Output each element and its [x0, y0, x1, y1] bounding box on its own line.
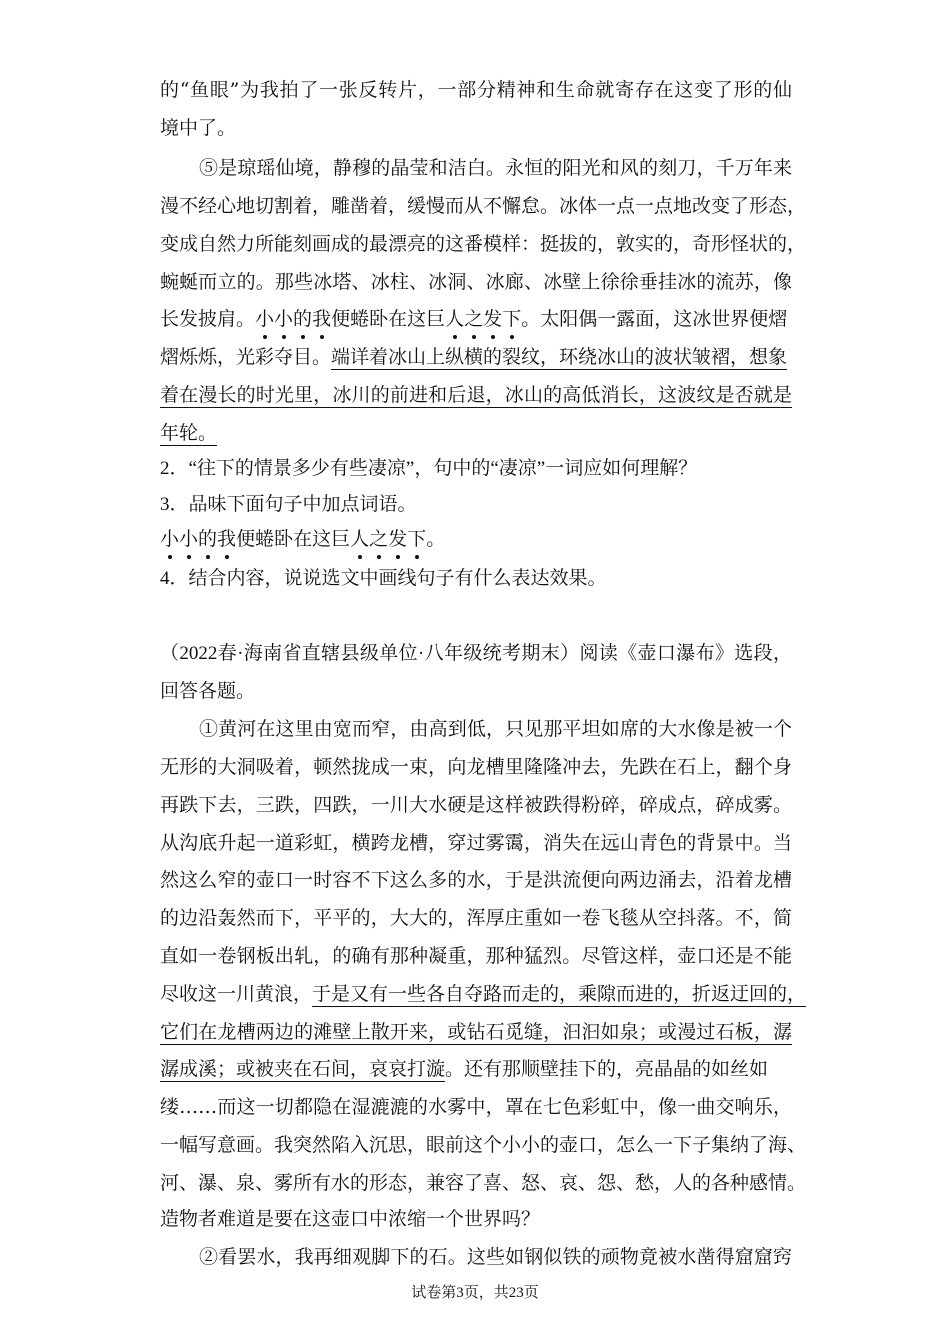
- passage1-line-7: [160, 307, 792, 331]
- emphasis-dot-character: 我: [217, 529, 237, 550]
- passage2-line-11: 缕……而这一切都隐在湿漉漉的水雾中，罩在七色彩虹中，像一曲交响乐，: [160, 1096, 792, 1118]
- character: 这: [407, 308, 427, 330]
- passage1-line-5: 变成自然力所能刻画成的最漂亮的这番模样：挺拔的，敦实的，奇形怪状的，: [160, 233, 807, 255]
- passage1-line-7-end: 。太阳偶一露面，这冰世界便熠: [521, 308, 788, 330]
- character: 在: [293, 529, 313, 550]
- emphasis-dot-character: 人: [350, 529, 370, 550]
- passage2-line-9: 它们在龙槽两边的滩壁上散开来，或钻石觅缝，汩汩如泉；或漫过石板，潺: [160, 1021, 792, 1043]
- emphasis-dot-character: 小: [274, 308, 294, 330]
- emphasis-dot-character: 下: [407, 529, 427, 550]
- emphasis-dot-character: 人: [445, 308, 465, 330]
- passage2-line-15: ②看罢水，我再细观脚下的石。这些如钢似铁的顽物竟被水凿得窟窟窍: [199, 1246, 792, 1268]
- passage2-line-10: [160, 1057, 792, 1081]
- emphasis-dot-character: 的: [198, 529, 218, 550]
- passage1-line-4: 漫不经心地切割着，雕凿着，缓慢而从不懈怠。冰体一点一点地改变了形态，: [160, 195, 807, 217]
- emphasis-dot-character: 小: [179, 529, 199, 550]
- character: 蜷: [255, 529, 275, 550]
- passage1-line-2: 境中了。: [160, 117, 237, 139]
- passage2-line-13: 河、瀑、泉、雾所有水的形态，兼容了喜、怒、哀、怨、愁，人的各种感情。: [160, 1172, 807, 1194]
- passage1-line-1: 的“鱼眼”为我拍了一张反转片，一部分精神和生命就寄存在这变了形的仙: [160, 79, 792, 101]
- passage2-line-12: 一幅写意画。我突然陷入沉思，眼前这个小小的壶口，怎么一下子集纳了海、: [160, 1134, 807, 1156]
- character: 在: [388, 308, 408, 330]
- passage2-line-10-end: 。还有那顺壁挂下的，亮晶晶的如丝如: [445, 1058, 769, 1080]
- character: 便: [331, 308, 351, 330]
- underlined-sentence-2-end: 潺成溪；或被夹在石间，哀哀打漩: [160, 1058, 446, 1080]
- passage1-line-3: ⑤是琼瑶仙境，静穆的晶莹和洁白。永恒的阳光和风的刻刀，千万年来: [199, 157, 792, 179]
- dotted-phrase: [255, 308, 521, 330]
- question-2: 2．“往下的情景多少有些凄凉”，句中的“凄凉”一词应如何理解？: [160, 458, 698, 479]
- underlined-sentence-2: 于是又有一些各自夺路而走的，乘隙而进的，折返迂回的，: [312, 983, 807, 1005]
- passage2-line-5: 然这么窄的壶口一时容不下这么多的水，于是洪流便向两边涌去，沿着龙槽: [160, 869, 792, 891]
- dotted-sentence: [160, 529, 426, 550]
- character: 巨: [426, 308, 446, 330]
- question-3: 3．品味下面句子中加点词语。: [160, 494, 417, 515]
- passage1-line-6: 蜿蜒而立的。那些冰塔、冰柱、冰洞、冰廊、冰壁上徐徐垂挂冰的流苏，像: [160, 271, 792, 293]
- passage2-line-6: 的边沿轰然而下，平平的，大大的，浑厚庄重如一卷飞毯从空抖落。不，简: [160, 907, 792, 929]
- emphasis-dot-character: 发: [388, 529, 408, 550]
- passage2-line-8-start: 尽收这一川黄浪，: [160, 983, 313, 1005]
- underlined-sentence-1: 端详着冰山上纵横的裂纹，环绕冰山的波状皱褶，想象: [331, 346, 788, 368]
- passage2-line-3: 再跌下去，三跌，四跌，一川大水硬是这样被跌得粉碎，碎成点，碎成雾。: [160, 794, 792, 816]
- question-4: 4．结合内容，说说选文中画线句子有什么表达效果。: [160, 568, 607, 589]
- emphasis-dot-character: 之: [369, 529, 389, 550]
- passage1-line-8: [160, 345, 792, 369]
- emphasis-dot-character: 小: [160, 529, 180, 550]
- passage2-line-8: [160, 982, 807, 1006]
- character: 巨: [331, 529, 351, 550]
- emphasis-dot-character: 我: [312, 308, 332, 330]
- character: 便: [236, 529, 256, 550]
- passage2-line-14: 造物者难道是要在这壶口中浓缩一个世界吗？: [160, 1208, 541, 1230]
- character: 这: [312, 529, 332, 550]
- passage2-line-1: ①黄河在这里由宽而窄，由高到低，只见那平坦如席的大水像是被一个: [199, 718, 792, 740]
- emphasis-dot-character: 小: [255, 308, 275, 330]
- passage1-line-7-start: 长发披肩。: [160, 308, 256, 330]
- passage1-line-10: 年轮。: [160, 422, 218, 444]
- passage2-line-4: 从沟底升起一道彩虹，横跨龙槽，穿过雾霭，消失在远山青色的背景中。当: [160, 832, 792, 854]
- passage1-line-8-start: 熠烁烁，光彩夺目。: [160, 346, 332, 368]
- passage2-line-2: 无形的大洞吸着，顿然拢成一束，向龙槽里隆隆冲去，先跌在石上，翻个身: [160, 756, 792, 778]
- character: 卧: [274, 529, 294, 550]
- question-3-sentence: [160, 528, 792, 552]
- source-line-2: 回答各题。: [160, 681, 256, 702]
- passage1-line-9: 着在漫长的时光里，冰川的前进和后退，冰山的高低消长，这波纹是否就是: [160, 384, 792, 406]
- emphasis-dot-character: 发: [483, 308, 503, 330]
- character: 蜷: [350, 308, 370, 330]
- page-footer: 试卷第3页，共23页: [411, 1285, 539, 1301]
- source-line-1: （2022春·海南省直辖县级单位·八年级统考期末）阅读《壶口瀑布》选段，: [160, 643, 792, 664]
- emphasis-dot-character: 的: [293, 308, 313, 330]
- emphasis-dot-character: 下: [502, 308, 522, 330]
- sentence-end: 。: [426, 529, 446, 550]
- passage2-line-7: 直如一卷钢板出轧，的确有那种凝重，那种猛烈。尽管这样，壶口还是不能: [160, 945, 792, 967]
- character: 卧: [369, 308, 389, 330]
- emphasis-dot-character: 之: [464, 308, 484, 330]
